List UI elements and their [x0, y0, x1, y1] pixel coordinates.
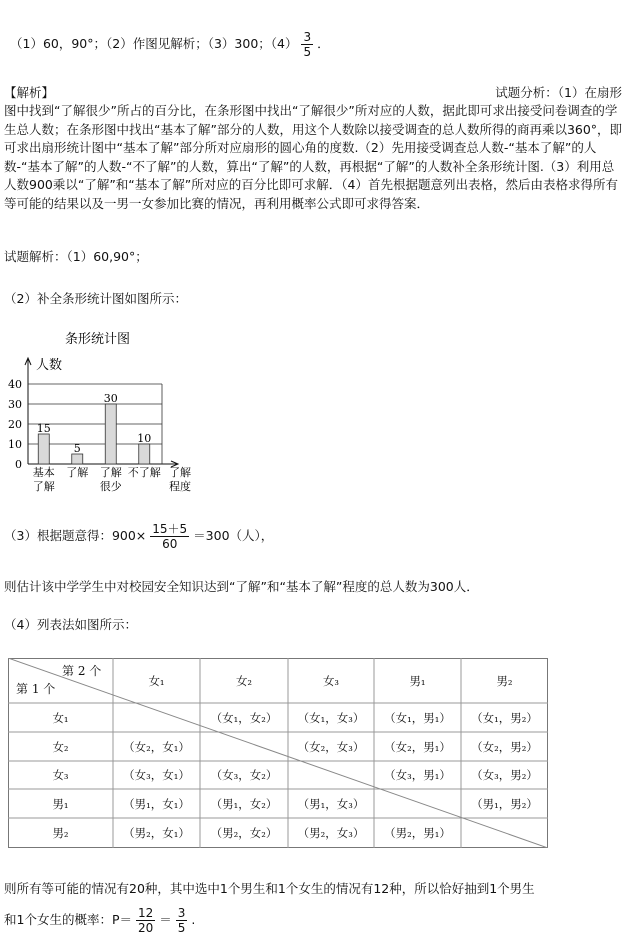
bar-value-label: 10: [137, 432, 152, 445]
column-header: 女₂: [235, 673, 253, 688]
table-cell: （男₂，女₁）: [123, 826, 190, 840]
final-fraction-1: [136, 906, 155, 935]
table-cell: （女₂，男₂）: [471, 739, 538, 754]
table-corner-top: 第 2 个: [62, 664, 102, 678]
table-cell: （女₃，女₁）: [123, 768, 190, 782]
x-tick-label: 很少: [99, 480, 122, 493]
bar-0: [38, 434, 49, 464]
bar-value-label: 5: [73, 442, 81, 455]
table-cell: （男₁，女₁）: [123, 796, 190, 811]
row-header: 男₂: [52, 826, 69, 840]
x-axis-label: 程度: [169, 480, 191, 493]
table-corner-bottom: 第 1 个: [16, 682, 56, 696]
table-cell: （男₂，女₃）: [297, 826, 365, 840]
table-cell: （女₃，男₂）: [471, 768, 538, 782]
bar-chart: [0, 325, 210, 500]
table-cell: （男₁，男₂）: [471, 796, 538, 811]
bar-value-label: 15: [36, 422, 51, 435]
final-numerator-2: 3: [177, 906, 186, 920]
column-header: 男₁: [409, 673, 426, 688]
x-tick-label: 了解: [32, 480, 55, 493]
table-cell: （女₂，女₁）: [123, 739, 190, 754]
fraction-numerator: 3: [303, 30, 312, 44]
table-cell: （女₁，男₁）: [384, 710, 451, 725]
table-cell: （男₁，女₂）: [210, 796, 278, 811]
bar-1: [72, 454, 83, 464]
chart-ylabel: 人数: [36, 358, 63, 373]
x-axis-label: 了解: [169, 466, 191, 479]
column-header: 男₂: [496, 673, 513, 688]
answer-text: （1）60，90°；（2）作图见解析；（3）300；（4）: [10, 36, 298, 51]
answer-fraction: [301, 30, 313, 59]
final-equals: ＝: [159, 912, 172, 927]
column-header: 女₁: [148, 673, 165, 688]
x-tick-label: 了解: [66, 466, 89, 479]
s3-fraction: [150, 522, 189, 551]
y-tick-label: 40: [8, 378, 22, 391]
table-cell: （女₂，女₃）: [297, 739, 365, 754]
column-header: 女₃: [322, 673, 340, 688]
solution-4: （4）列表法如图所示：: [4, 617, 137, 632]
final-prefix: 和1个女生的概率：P＝: [4, 912, 132, 927]
final-line-2: [4, 906, 195, 935]
chart-title: 条形统计图: [65, 332, 131, 347]
bar-value-label: 30: [103, 392, 118, 405]
final-line-1: 则所有等可能的情况有20种，其中选中1个男生和1个女生的情况有12种，所以恰好抽到1个男生: [4, 881, 535, 896]
table-cell: （女₁，女₃）: [297, 710, 365, 725]
s3-prefix: （3）根据题意得：900×: [4, 528, 147, 543]
s3-numerator: 15＋5: [152, 522, 188, 536]
table-cell: （女₃，男₁）: [384, 768, 451, 782]
row-header: 女₁: [52, 710, 69, 725]
final-end: .: [191, 912, 196, 927]
y-tick-label: 20: [8, 418, 22, 431]
solution-3: [4, 522, 273, 551]
final-numerator-1: 12: [137, 906, 154, 920]
final-denominator-2: 5: [177, 921, 186, 935]
y-tick-label: 10: [8, 438, 22, 451]
answer-line: [10, 30, 330, 59]
table-cell: （女₂，男₁）: [384, 739, 451, 754]
final-denominator-1: 20: [137, 921, 154, 935]
outcome-table: [8, 658, 548, 848]
row-header: 男₁: [52, 796, 69, 811]
y-tick-label: 0: [15, 458, 22, 471]
y-tick-label: 30: [8, 398, 22, 411]
analysis-right: [495, 84, 622, 102]
answer-end: ．: [317, 36, 330, 51]
x-tick-label: 基本: [32, 466, 55, 479]
final-fraction-2: [176, 906, 188, 935]
table-cell: （女₁，女₂）: [210, 710, 278, 725]
row-header: 女₃: [52, 768, 69, 782]
bar-2: [105, 404, 116, 464]
table-cell: （男₁，女₃）: [297, 796, 365, 811]
x-tick-label: 不了解: [127, 466, 161, 479]
s3-suffix: ＝300（人），: [193, 528, 274, 543]
bar-3: [139, 444, 150, 464]
solution-2: （2）补全条形统计图如图所示：: [4, 291, 187, 306]
table-cell: （女₁，男₂）: [471, 710, 538, 725]
fraction-denominator: 5: [303, 45, 312, 59]
row-header: 女₂: [52, 739, 69, 754]
solution-3-conclusion: 则估计该中学学生中对校园安全知识达到“了解”和“基本了解”程度的总人数为300人．: [4, 579, 479, 594]
x-tick-label: 了解: [99, 466, 122, 479]
analysis-label: [4, 84, 54, 102]
analysis-right-text: 试题分析：（1）在扇形: [495, 85, 622, 100]
solution-1: 试题解析：（1）60,90°；: [4, 249, 148, 264]
table-cell: （女₃，女₂）: [210, 768, 278, 782]
analysis-body: 图中找到“了解很少”所占的百分比，在条形图中找出“了解很少”所对应的人数，据此即可求出接受问卷调查的学生总人数；在条形图中找出“基本了解”部分的人数，用这个人数除以接受调查的总人数所得的商再乘以360°，即可求出扇形统计图中“基本了解”部分所对应扇形的圆心角的度数.（2）先用接受调查总人数-“基本了解”的人数-“基本了解”的人数-“不了解”的人数，算出“了解”的人数，再根据“了解”的人数补全条形统计图.（3）利用总人数900乘以“了解”和“基本了解”所对应的百分比即可求解．（4）首先根据题意列出表格，然后由表格求得所有等可能的结果以及一男一女参加比赛的情况，再利用概率公式即可求得答案．: [4, 103, 623, 211]
table-cell: （男₂，女₂）: [210, 826, 278, 840]
analysis-label-text: 【解析】: [4, 85, 55, 100]
s3-denominator: 60: [162, 537, 178, 551]
table-cell: （男₂，男₁）: [384, 826, 451, 840]
